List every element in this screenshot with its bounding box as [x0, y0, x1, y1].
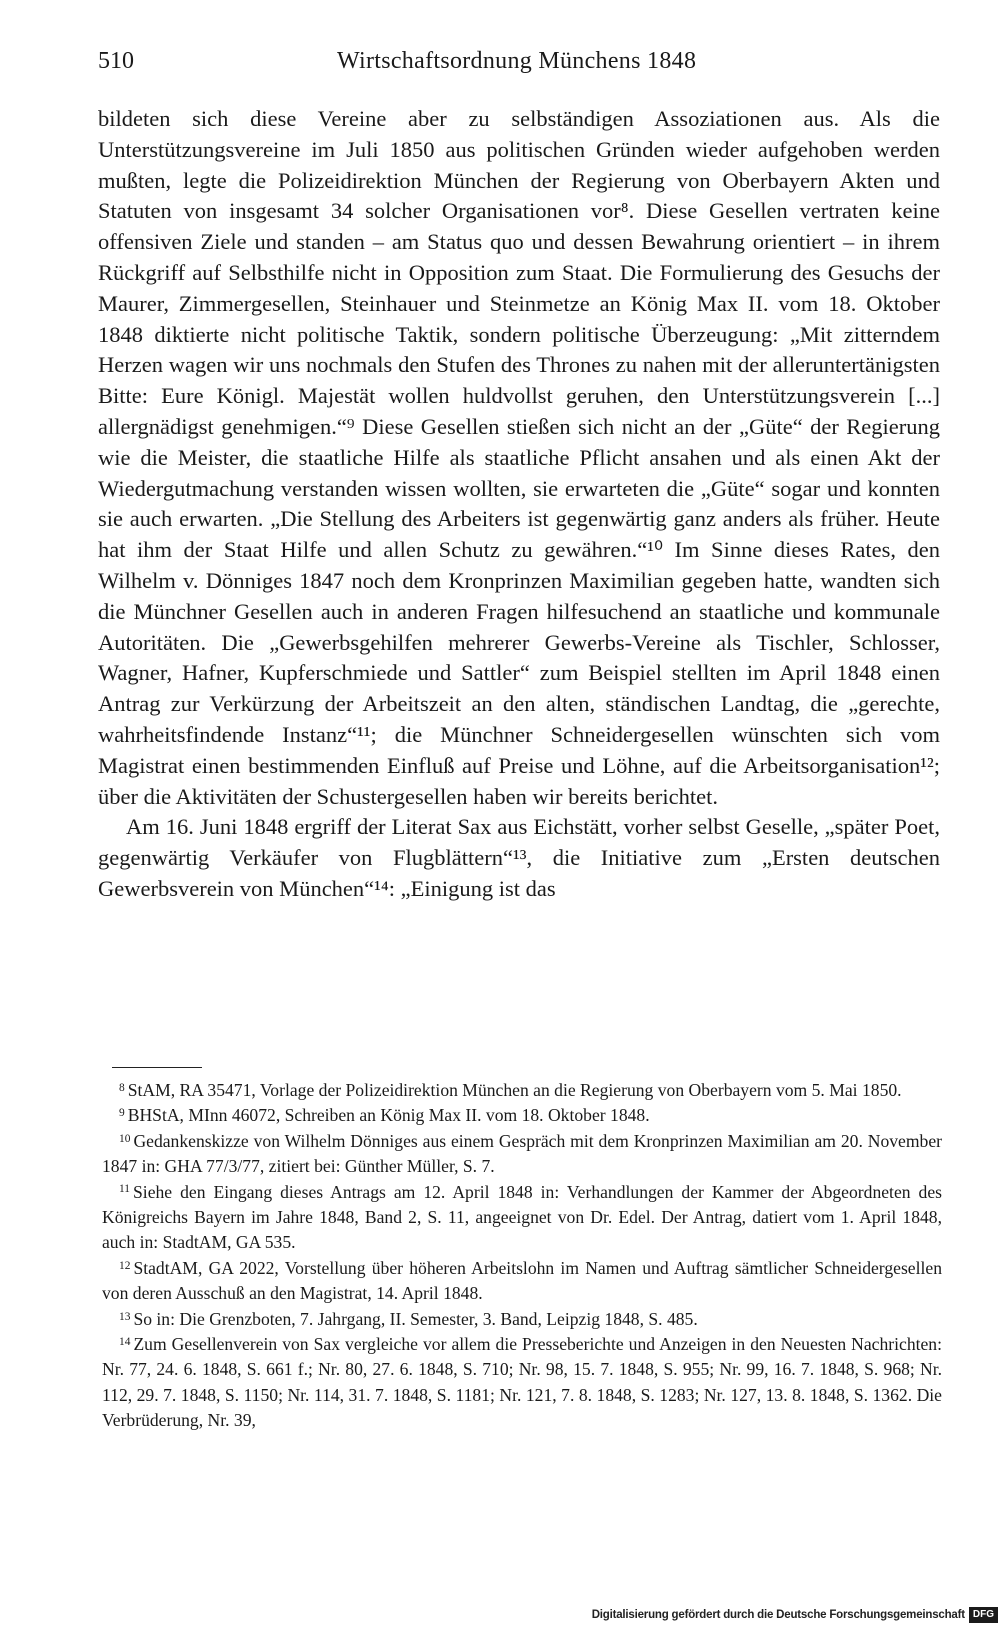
footnote-divider	[112, 1067, 202, 1068]
body-paragraph-2: Am 16. Juni 1848 ergriff der Literat Sax aus Eichstätt, vorher selbst Geselle, „später Poet, gegenwärtig Verkäufer von Flugblättern“¹³, die Initiative zum „Ersten deutschen Gewerbsverein von München“¹⁴: „Einigung ist das	[98, 814, 940, 901]
footnote-number: 10	[119, 1132, 131, 1145]
footnote-14	[102, 1332, 942, 1434]
footnote-text: Zum Gesellenverein von Sax vergleiche vor allem die Presseberichte und Anzeigen in den Neuesten Nachrichten: Nr. 77, 24. 6. 1848, S. 661 f.; Nr. 80, 27. 6. 1848, S. 710; Nr. 98, 15. 7. 1848, S. 955; Nr. 99, 16. 7. 1848, S. 968; Nr. 112, 29. 7. 1848, S. 1150; Nr. 114, 31. 7. 1848, S. 1181; Nr. 121, 7. 8. 1848, S. 1283; Nr. 127, 13. 8. 1848, S. 1362. Die Verbrüderung, Nr. 39,	[102, 1334, 942, 1431]
footnote-number: 8	[119, 1081, 125, 1094]
body-paragraph-1: bildeten sich diese Vereine aber zu selbständigen Assoziationen aus. Als die Unterstützungsvereine im Juli 1850 aus politischen Gründen wieder aufgehoben werden mußten, legte die Polizeidirektion München der Regierung von Oberbayern Akten und Statuten von insgesamt 34 solcher Organisationen vor⁸. Diese Gesellen vertraten keine offensiven Ziele und standen – am Status quo und dessen Bewahrung orientiert – in ihrem Rückgriff auf Selbsthilfe nicht in Opposition zum Staat. Die Formulierung des Gesuchs der Maurer, Zimmergesellen, Steinhauer und Steinmetze an König Max II. vom 18. Oktober 1848 diktierte nicht politische Taktik, sondern politische Überzeugung: „Mit zitterndem Herzen wagen wir uns nochmals den Stufen des Thrones zu nahen mit der alleruntertänigsten Bitte: Eure Königl. Majestät wollen huldvollst geruhen, den Unterstützungsverein [...] allergnädigst genehmigen.“⁹ Diese Gesellen stießen sich nicht an der „Güte“ der Regierung wie die Meister, die staatliche Hilfe als staatliche Pflicht ansahen und als einen Akt der Wiedergutmachung verstanden wissen wollten, sie erwarteten die „Güte“ sogar und konnten sie auch erwarten. „Die Stellung des Arbeiters ist gegenwärtig ganz anders als früher. Heute hat ihm der Staat Hilfe und allen Schutz zu gewähren.“¹⁰ Im Sinne dieses Rates, den Wilhelm v. Dönniges 1847 noch dem Kronprinzen Maximilian gegeben hatte, wandten sich die Münchner Gesellen auch in anderen Fragen hilfesuchend an staatliche und kommunale Autoritäten. Die „Gewerbsgehilfen mehrerer Gewerbs-Vereine als Tischler, Schlosser, Wagner, Hafner, Kupferschmiede und Sattler“ zum Beispiel stellten im April 1848 einen Antrag zur Verkürzung der Arbeitszeit an den alten, ständischen Landtag, die „gerechte, wahrheitsfindende Instanz“¹¹; die Münchner Schneidergesellen wünschten sich vom Magistrat einen bestimmenden Einfluß auf Preise und Löhne, auf die Arbeitsorganisation¹²; über die Aktivitäten der Schustergesellen haben wir bereits berichtet.	[98, 106, 940, 809]
footnote-number: 9	[119, 1107, 125, 1120]
dfg-logo-icon: DFG	[969, 1607, 998, 1623]
footnote-10	[102, 1129, 942, 1180]
footnote-8	[102, 1078, 942, 1103]
footnote-text: Gedankenskizze von Wilhelm Dönniges aus einem Gespräch mit dem Kronprinzen Maximilian am 20. November 1847 in: GHA 77/3/77, zitiert bei: Günther Müller, S. 7.	[102, 1130, 942, 1177]
page-number: 510	[98, 48, 134, 74]
footnote-number: 14	[119, 1335, 131, 1348]
running-title: Wirtschaftsordnung Münchens 1848	[337, 48, 697, 74]
footnote-number: 13	[119, 1310, 131, 1323]
running-header	[98, 48, 918, 82]
footnote-text: StadtAM, GA 2022, Vorstellung über höheren Arbeitslohn im Namen und Auftrag sämtlicher Schneidergesellen von deren Ausschuß an den Magistrat, 14. April 1848.	[102, 1257, 942, 1304]
footnote-text: StAM, RA 35471, Vorlage der Polizeidirektion München an die Regierung von Oberbayern vom 5. Mai 1850.	[127, 1080, 902, 1100]
footnote-number: 12	[119, 1259, 131, 1272]
footnote-number: 11	[119, 1183, 131, 1196]
footnote-12	[102, 1256, 942, 1307]
footnote-13	[102, 1307, 942, 1332]
footnotes	[102, 1078, 942, 1434]
footnote-text: BHStA, MInn 46072, Schreiben an König Max II. vom 18. Oktober 1848.	[127, 1105, 650, 1126]
digitization-credit	[592, 1604, 998, 1626]
footnote-text: Siehe den Eingang dieses Antrags am 12. April 1848 in: Verhandlungen der Kammer der Abgeordneten des Königreichs Bayern im Jahre 1848, Band 2, S. 11, angeeignet von Dr. Edel. Der Antrag, datiert vom 1. April 1848, auch in: StadtAM, GA 535.	[102, 1181, 942, 1253]
footnote-11	[102, 1180, 942, 1256]
footnote-text: So in: Die Grenzboten, 7. Jahrgang, II. Semester, 3. Band, Leipzig 1848, S. 485.	[133, 1308, 698, 1329]
credit-text: Digitalisierung gefördert durch die Deutsche Forschungsgemeinschaft	[591, 1609, 965, 1621]
footnote-9	[102, 1103, 942, 1128]
main-text	[98, 104, 940, 905]
